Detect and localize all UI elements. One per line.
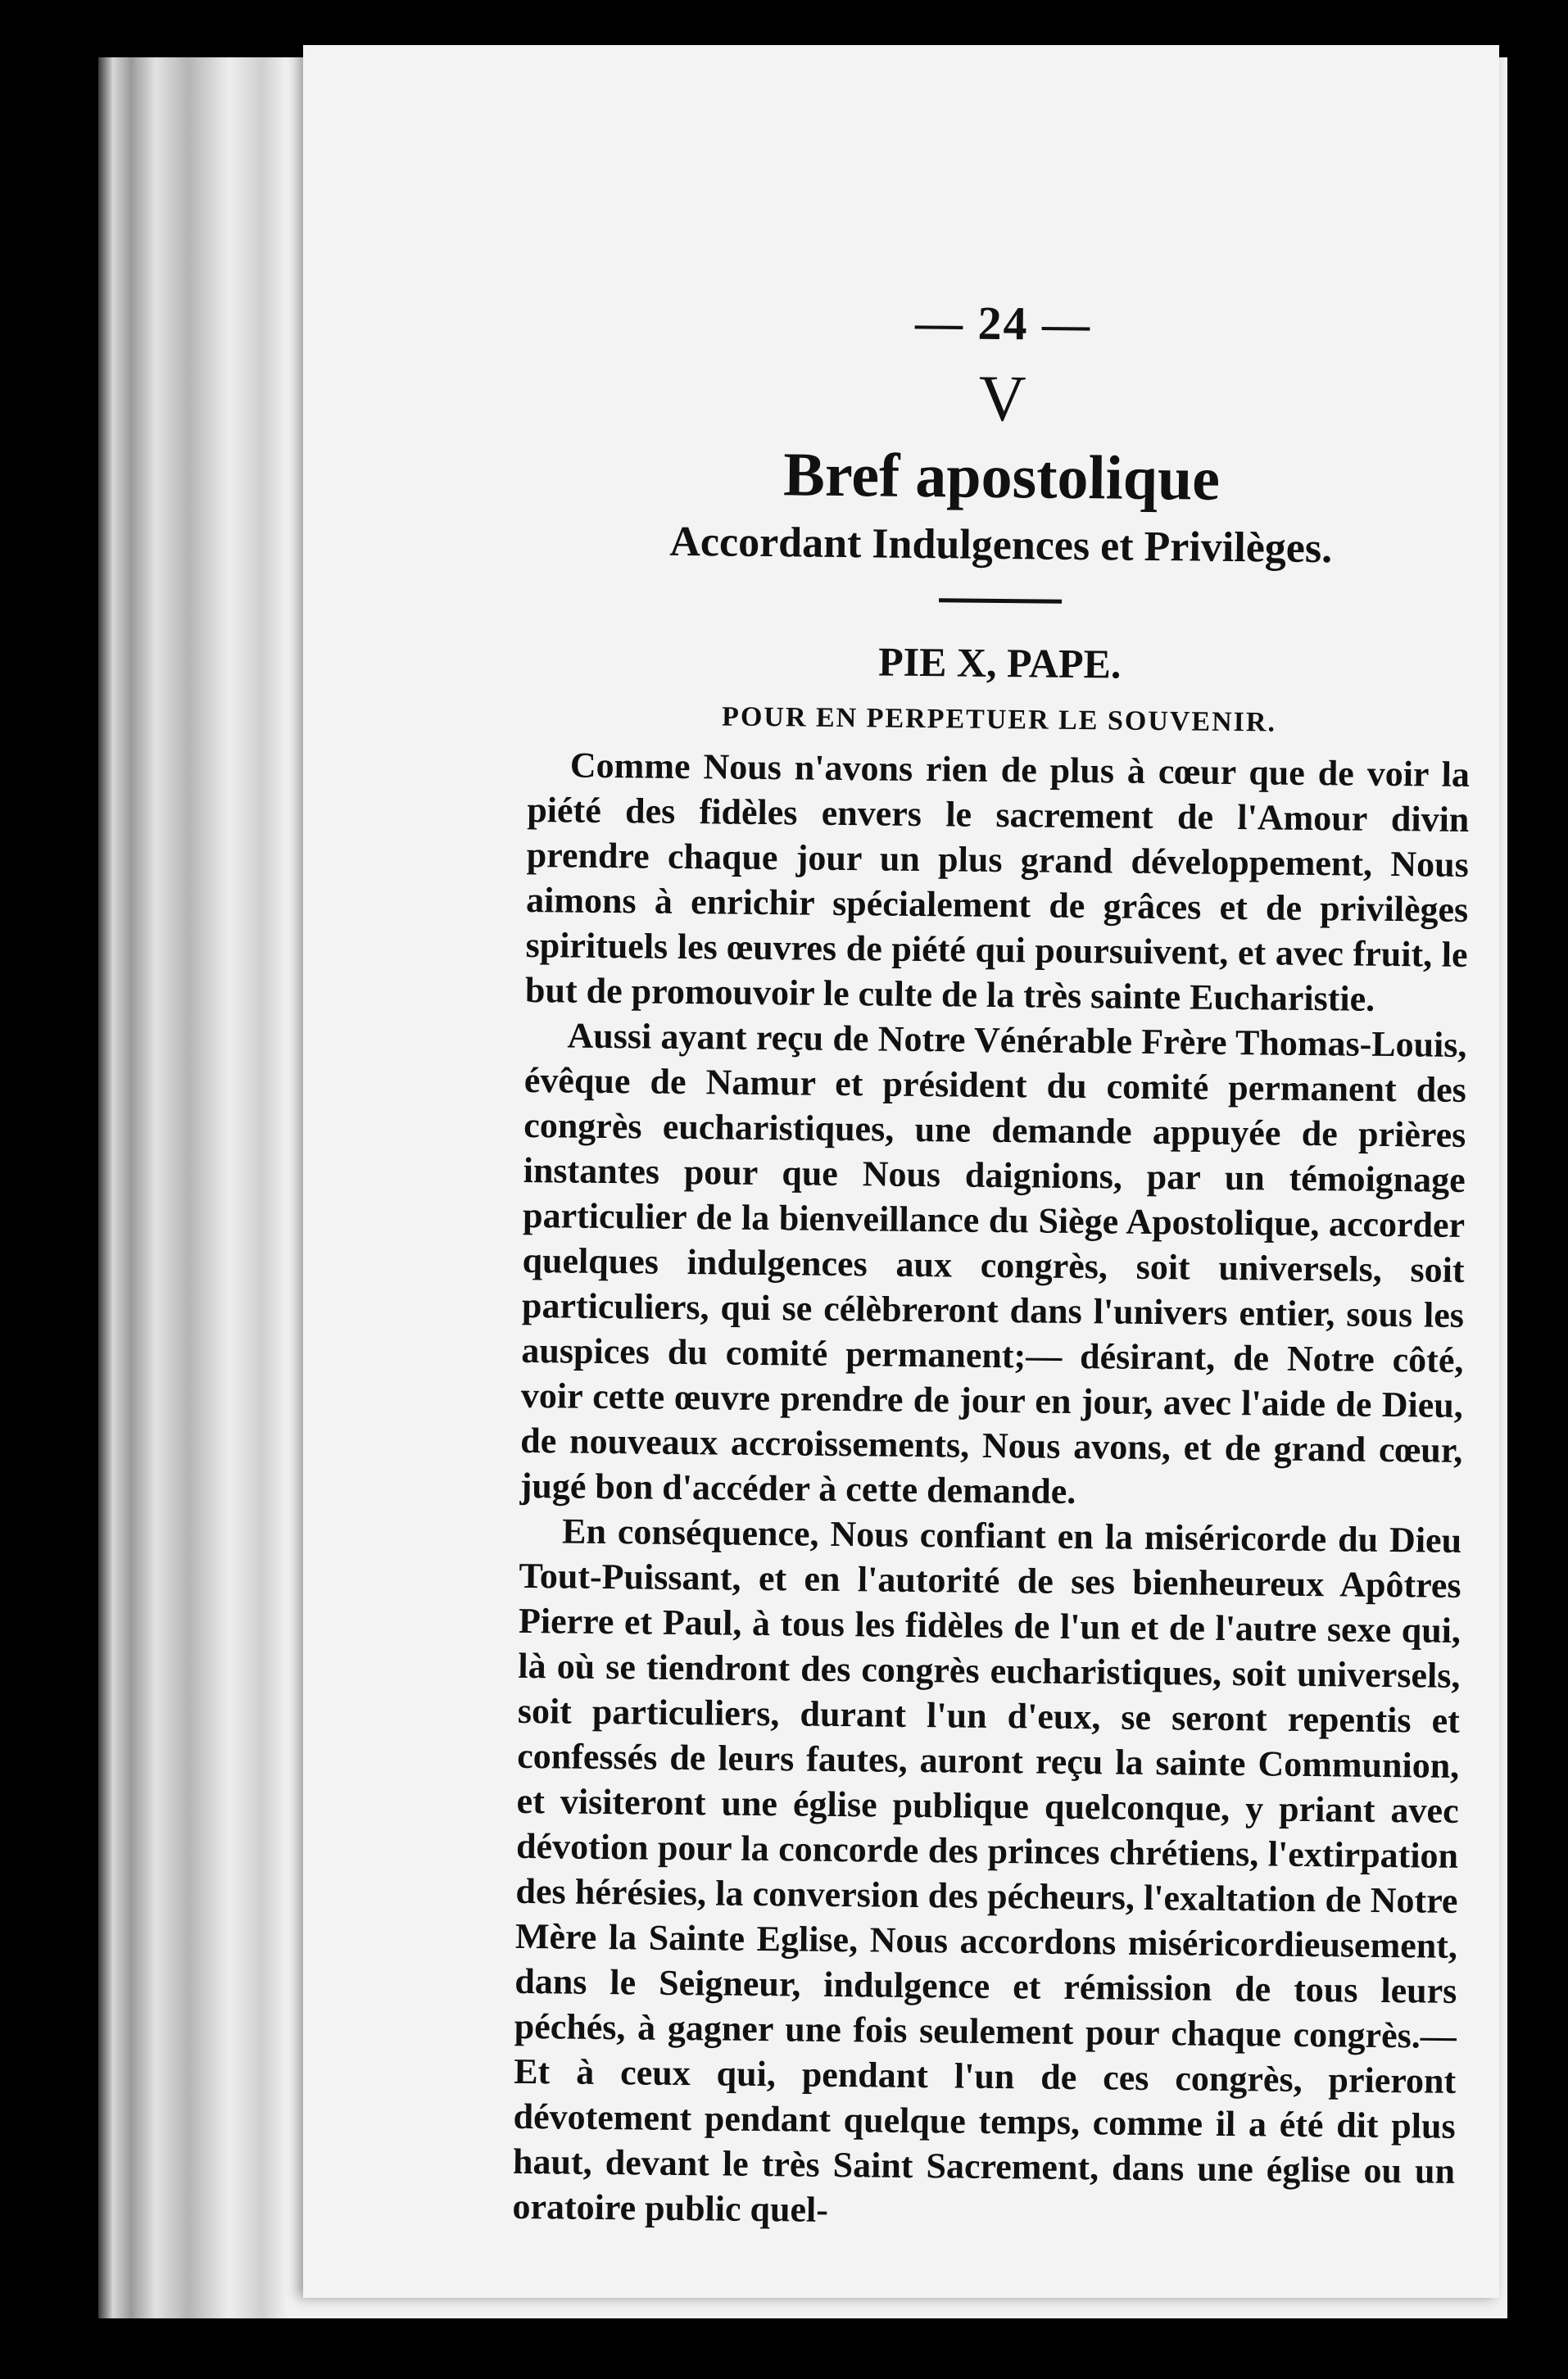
page-content [512,291,1475,2239]
printed-page [303,45,1499,2298]
document-title: Bref apostolique [782,440,1221,514]
perpetual-heading: POUR EN PERPETUER LE SOUVENIR. [721,701,1277,738]
paragraph-3: En conséquence, Nous confiant en la miséricorde du Dieu Tout-Puissant, et en l'autorité de ses bienheureux Apôtres Pierre et Paul, à tous les fidèles de l'un et de l'autre sexe qui, là où se tiendront des congrès eucharistiques, soit universels, soit particuliers, durant l'un d'eux, se seront repentis et confessés de leurs fautes, auront reçu la sainte Communion, et visiteront une église publique quelconque, y priant avec dévotion pour la concorde des princes chrétiens, l'extirpation des hérésies, la conversion des pécheurs, l'exaltation de Notre Mère la Sainte Eglise, Nous accordons miséricordieusement, dans le Seigneur, indulgence et rémission de tous leurs péchés, à gagner une fois seulement pour chaque congrès.— Et à ceux qui, pendant l'un de ces congrès, prieront dévotement pendant quelque temps, comme il a été dit plus haut, devant le très Saint Sacrement, dans une église ou un oratoire public quel- [512,1511,1462,2230]
section-numeral: V [978,362,1026,436]
paragraph-2: Aussi ayant reçu de Notre Vénérable Frère Thomas-Louis, évêque de Namur et président du comité permanent des congrès eucharistiques, une demande appuyée de prières instantes pour que Nous daignions, par un témoignage particulier de la bienveillance du Siège Apostolique, accorder quelques indulgences aux congrès, soit universels, soit particuliers, qui se célèbreront dans l'univers entier, sous les auspices du comité permanent;— désirant, de Notre côté, voir cette œuvre prendre de jour en jour, avec l'aide de Dieu, de nouveaux accroissements, Nous avons, et de grand cœur, jugé bon d'accéder à cette demande. [519,1015,1467,1512]
page-number: — 24 — [914,295,1092,351]
paragraph-1: Comme Nous n'avons rien de plus à cœur que de voir la piété des fidèles envers le sacrement de l'Amour divin prendre chaque jour un plus grand développement, Nous aimons à enrichir spécialement de grâces et de privilèges spirituels les œuvres de piété qui poursuivent, et avec fruit, le but de promouvoir le culte de la très sainte Eucharistie. [524,745,1471,1019]
pope-heading: PIE X, PAPE. [877,638,1122,687]
title-divider [939,598,1062,604]
document-subtitle: Accordant Indulgences et Privilèges. [669,518,1333,573]
